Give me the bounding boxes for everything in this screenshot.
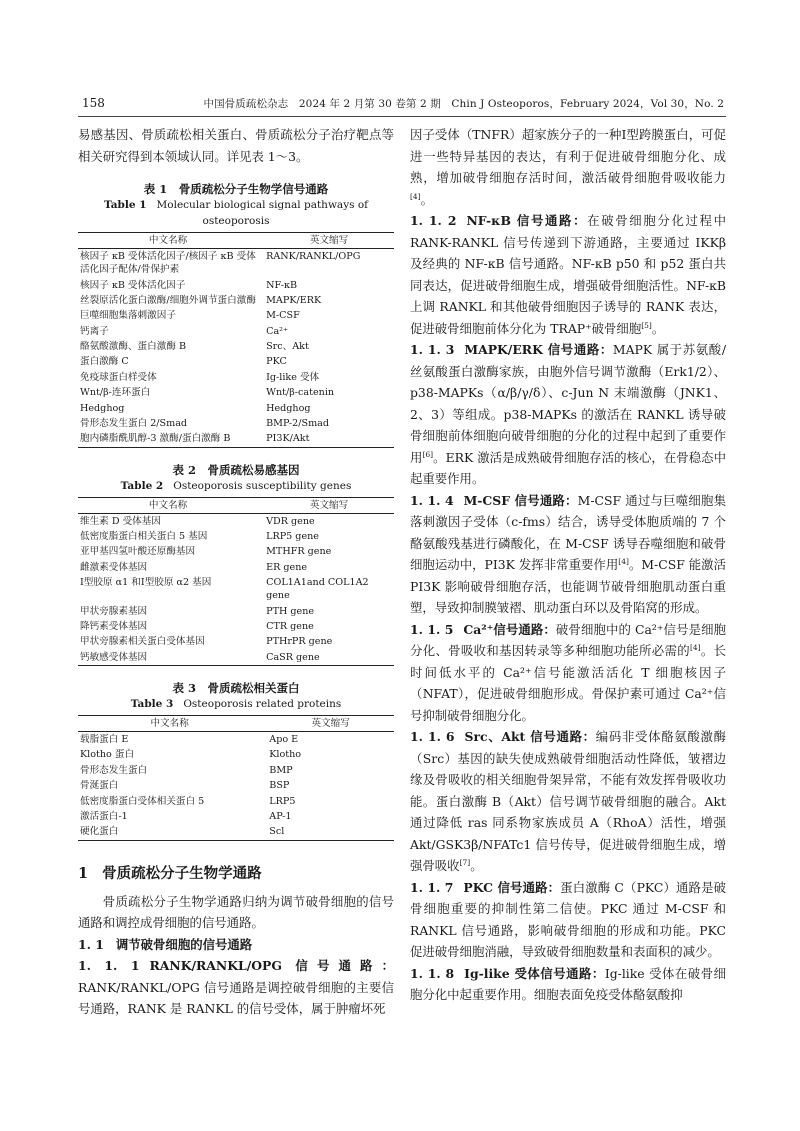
paragraph-1-1-6: 1. 1. 6 Src、Akt 信号通路：编码非受体酪氨酸激酶（Src）基因的缺失使成熟破骨细胞活动性降低，皱褶边缘及骨吸收的相关细胞骨架异常，不能有效发挥骨吸收功能。蛋白激酶 B（Akt）信号调节破骨细胞的融合。Akt 通过降低 ras 同系物家族成员 A（RhoA）活性，增强 Akt/GSK3β/NFATc1 信号传导，促进破骨细胞生成，增强骨吸收[7]。 [410,729,726,873]
table-row [78,634,394,649]
paragraph-1-1-1: 1. 1. 1 RANK/RANKL/OPG 信号通路：RANK/RANKL/OPG 信号通路是调控破骨细胞的主要信号通路，RANK 是 RANKL 的信号受体，属于肿瘤坏死 [78,958,395,1016]
cell-english-abbr: Hedghog [266,402,311,414]
cell-chinese-name: 骨形态发生蛋白 [80,764,148,776]
cell-chinese-name: 核因子 κB 受体活化因子 [80,279,186,291]
cell-english-abbr: CaSR gene [266,651,320,663]
table-row [78,416,394,431]
table-row [78,513,394,529]
cell-english-abbr: NF-κB [266,279,298,291]
section-heading: 1 骨质疏松分子生物学通路 [78,864,262,882]
running-head: 中国骨质疏松杂志 2024 年 2 月第 30 卷第 2 期 Chin J Osteoporos，February 2024，Vol 30，No. 2 [203,98,724,110]
table-caption-en: Table 1 Molecular biological signal pathways of osteoporosis [103,199,369,227]
cell-english-abbr: Wnt/β-catenin [266,387,335,399]
cell-chinese-name: 钙离子 [80,325,109,337]
table-row [78,385,394,400]
cell-chinese-name: 免疫球蛋白样受体 [80,371,157,383]
table-caption-en: Table 3 Osteoporosis related proteins [130,697,342,710]
section-paragraph: 骨质疏松分子生物学通路归纳为调节破骨细胞的信号通路和调控成骨细胞的信号通路。 [78,893,394,930]
table-row [78,277,394,292]
cell-english-abbr: MTHFR gene [266,546,332,558]
cell-english-abbr: Src、Akt [266,341,309,353]
cell-chinese-name: 载脂蛋白 E [80,734,129,746]
subsection-heading: 1. 1 调节破骨细胞的信号通路 [78,936,253,952]
table-header-cell: 中文名称 [78,233,258,249]
table-2 [78,462,394,666]
cell-english-abbr: LRP5 gene [266,531,319,543]
data-table [78,497,394,666]
cell-chinese-name: Wnt/β-连环蛋白 [80,387,151,399]
continued-paragraph: 因子受体（TNFR）超家族分子的一种Ⅰ型跨膜蛋白，可促进一些特异基因的表达，有利于促进破骨细胞分化、成熟，增加破骨细胞存活时间，激活破骨细胞骨吸收能力[4]。 [410,127,726,207]
cell-english-abbr: LRP5 [269,795,296,807]
cell-english-abbr: Ca²⁺ [266,325,289,337]
cell-english-abbr: CTR gene [266,620,314,632]
paragraph-1-1-7: 1. 1. 7 PKC 信号通路：蛋白激酶 C（PKC）通路是破骨细胞重要的抑制性第二信使。PKC 通过 M-CSF 和 RANKL 信号通路，影响破骨细胞的形成和功能。PKC 促进破骨细胞消融，导致破骨细胞数量和表面积的减少。 [410,879,726,959]
citation: [6] [422,449,434,459]
header-rule [78,116,726,117]
data-table [78,715,394,841]
table-row [78,603,394,618]
cell-chinese-name: 低密度脂蛋白受体相关蛋白 5 [80,795,205,807]
cell-english-abbr: Klotho [269,749,302,761]
table-row [78,293,394,308]
left-column [78,124,394,1020]
table-row [78,793,394,808]
cell-chinese-name: Hedghog [80,402,125,414]
citation: [4] [410,191,421,201]
citation: [5] [641,320,652,330]
table-row [78,650,394,666]
table-row [78,529,394,544]
citation: [4] [618,556,629,566]
cell-english-abbr: AP-1 [269,810,292,822]
cell-chinese-name: 亚甲基四氢叶酸还原酶基因 [80,546,196,558]
table-3 [78,680,394,841]
paragraph-1-1-4: 1. 1. 4 M-CSF 信号通路：M-CSF 通过与巨噬细胞集落刺激因子受体（c-fms）结合，诱导受体胞质端的 7 个酪氨酸残基进行磷酸化，在 M-CSF 诱导吞噬细胞和破骨细胞运动中，PI3K 发挥非常重要作用[4]。M-CSF 能激活 PI3K 影响破骨细胞存活，也能调节破骨细胞肌动蛋白重塑，导致抑制膜皱褶、肌动蛋白环以及骨陷窝的形成。 [410,492,726,615]
cell-chinese-name: 甲状旁腺素相关蛋白受体基因 [80,636,205,648]
paragraph-1-1-3: 1. 1. 3 MAPK/ERK 信号通路：MAPK 属于苏氨酸/丝氨酸蛋白激酶家族，由胞外信号调节激酶（Erk1/2）、p38-MAPKs（α/β/γ/δ）、c-Jun N 末端激酶（JNK1、2、3）等组成。p38-MAPKs 的激活在 RANKL 诱导破骨细胞前体细胞向破骨细胞的分化的过程中起到了重要作用[6]。ERK 激活是成熟破骨细胞存活的核心，在骨稳态中起重要作用。 [410,342,727,486]
paragraph-1-1-5: 1. 1. 5 Ca²⁺信号通路：破骨细胞中的 Ca²⁺信号是细胞分化、骨吸收和基因转录等多种细胞功能所必需的[4]。长时间低水平的 Ca²⁺信号能激活活化 T 细胞核因子（NFAT），促进破骨细胞形成。骨保护素可通过 Ca²⁺信号抑制破骨细胞分化。 [410,621,727,723]
cell-chinese-name: 蛋白激酶 C [80,356,129,368]
cell-english-abbr: M-CSF [266,310,300,322]
cell-english-abbr: VDR gene [266,515,315,527]
cell-english-abbr: RANK/RANKL/OPG [266,251,361,263]
table-row [78,400,394,415]
table-row [78,308,394,323]
cell-english-abbr: BMP [269,764,293,776]
cell-chinese-name: 甲状旁腺素基因 [80,605,148,617]
cell-chinese-name: 降钙素受体基因 [80,620,148,632]
cell-chinese-name: Ⅰ型胶原 α1 和Ⅰ型胶原 α2 基因 [80,577,212,589]
cell-english-abbr: COL1A1and COL1A2 gene [266,577,369,602]
cell-chinese-name: 维生素 D 受体基因 [80,515,161,527]
cell-chinese-name: 钙敏感受体基因 [80,651,148,663]
cell-english-abbr: PI3K/Akt [266,433,310,445]
cell-chinese-name: 硬化蛋白 [80,826,119,838]
table-row [78,544,394,559]
table-row [78,809,394,824]
table-header-cell: 英文缩写 [261,715,394,731]
cell-english-abbr: ER gene [266,561,308,573]
paragraph-1-1-8: 1. 1. 8 Ig-like 受体信号通路：Ig-like 受体在破骨细胞分化中起重要作用。细胞表面免疫受体酪氨酸抑 [410,965,726,1002]
cell-english-abbr: PTH gene [266,605,315,617]
cell-english-abbr: Ig-like 受体 [266,371,320,383]
cell-chinese-name: 雌激素受体基因 [80,561,148,573]
cell-english-abbr: Apo E [269,734,299,746]
table-row [78,619,394,634]
cell-chinese-name: 激活蛋白-1 [80,810,128,822]
table-row [78,747,394,762]
cell-english-abbr: BSP [269,780,290,792]
table-header-cell: 英文缩写 [258,497,394,513]
cell-chinese-name: 巨噬细胞集落刺激因子 [80,310,176,322]
cell-chinese-name: 骨涎蛋白 [80,780,119,792]
right-column [410,124,726,1006]
page-number: 158 [82,96,105,110]
data-table [78,232,394,448]
cell-chinese-name: Klotho 蛋白 [80,749,135,761]
cell-english-abbr: MAPK/ERK [266,294,322,306]
cell-english-abbr: Scl [269,826,285,838]
cell-chinese-name: 胞内磷脂酰肌醇-3 激酶/蛋白激酶 B [80,433,231,445]
cell-chinese-name: 酪氨酸激酶、蛋白激酶 B [80,341,187,353]
table-row [78,778,394,793]
cell-chinese-name: 低密度脂蛋白相关蛋白 5 基因 [80,531,208,543]
table-row [78,431,394,447]
table-row [78,324,394,339]
table-1 [78,181,394,448]
table-row [78,339,394,354]
cell-english-abbr: PTHrPR gene [266,636,333,648]
table-header-cell: 中文名称 [78,715,261,731]
citation: [4] [689,642,701,652]
cell-chinese-name: 丝裂原活化蛋白激酶/细胞外调节蛋白激酶 [80,294,256,306]
table-caption-cn: 表 2 骨质疏松易感基因 [172,462,300,477]
table-caption-cn: 表 3 骨质疏松相关蛋白 [172,680,300,695]
cell-english-abbr: PKC [266,356,287,368]
citation: [7] [459,857,471,867]
cell-english-abbr: BMP-2/Smad [266,417,330,429]
table-row [78,249,394,278]
table-caption-en: Table 2 Osteoporosis susceptibility genes [120,479,352,492]
table-row [78,354,394,369]
cell-chinese-name: 核因子 κB 受体活化因子/核因子 κB 受体活化因子配体/骨保护素 [80,251,256,276]
table-row [78,731,394,747]
table-caption-cn: 表 1 骨质疏松分子生物学信号通路 [143,182,329,196]
table-row [78,560,394,575]
table-row [78,824,394,840]
intro-paragraph: 易感基因、骨质疏松相关蛋白、骨质疏松分子治疗靶点等相关研究得到本领域认同。详见表 1～3。 [78,127,394,164]
table-row [78,575,394,603]
paragraph-1-1-2: 1. 1. 2 NF-κB 信号通路：在破骨细胞分化过程中 RANK-RANKL 信号传递到下游通路，主要通过 IKKβ 及经典的 NF-κB 信号通路。NF-κB p50 和 p52 蛋白共同表达，促进破骨细胞生成，增强破骨细胞活性。NF-κB 上调 RANKL 和其他破骨细胞因子诱导的 RANK 表达，促进破骨细胞前体分化为 TRAP⁺破骨细胞[5]。 [410,213,727,336]
table-row [78,370,394,385]
table-row [78,763,394,778]
table-header-cell: 英文缩写 [258,233,394,249]
cell-chinese-name: 骨形态发生蛋白 2/Smad [80,417,188,429]
table-header-cell: 中文名称 [78,497,258,513]
